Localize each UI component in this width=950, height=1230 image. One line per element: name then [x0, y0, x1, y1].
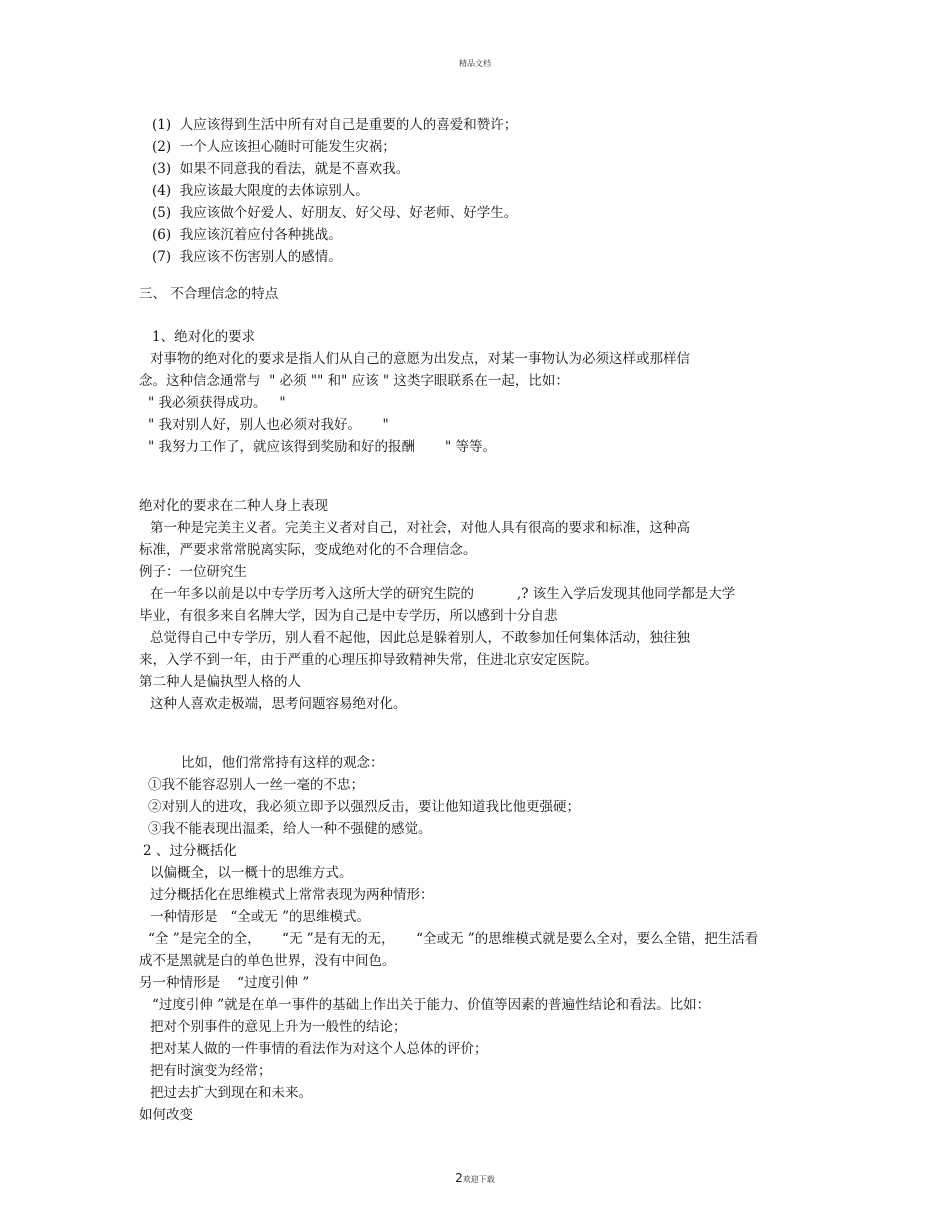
paragraph-line: 把对某人做的一件事情的看法作为对这个人总体的评价； [150, 1041, 488, 1057]
belief-item-6: (6) 我应该沉着应付各种挑战。 [152, 227, 342, 243]
quote-line: " 我努力工作了，就应该得到奖励和好的报酬 " 等等。 [148, 439, 497, 455]
paragraph-line: 一种情形是 “全或无 ”的思维模式。 [150, 909, 370, 925]
paragraph-line: 来，入学不到一年，由于严重的心理压抑导致精神失常，住进北京安定医院。 [139, 652, 598, 668]
paragraph-line: “过度引伸 ”就是在单一事件的基础上作出关于能力、价值等因素的普遍性结论和看法。比如： [152, 997, 711, 1013]
paragraph-line: 念。这种信念通常与 " 必须 "" 和" 应该 " 这类字眼联系在一起，比如： [139, 373, 569, 389]
paragraph-line: 把对个别事件的意见上升为一般性的结论； [150, 1019, 407, 1035]
paragraph-line: “全 ”是完全的全， “无 ”是有无的无， “全或无 ”的思维模式就是要么全对，要么全错，把生活看 [148, 931, 759, 947]
belief-item-4: (4) 我应该最大限度的去体谅别人。 [152, 183, 369, 199]
paragraph-line: 以偏概全，以一概十的思维方式。 [150, 865, 353, 881]
paragraph-line: 把过去扩大到现在和未来。 [150, 1085, 312, 1101]
footer-text: 欢迎下载 [462, 1175, 495, 1184]
example-heading: 例子：一位研究生 [139, 564, 247, 580]
quote-line: " 我必须获得成功。 " [148, 395, 286, 411]
belief-item-2: (2) 一个人应该担心随时可能发生灾祸； [152, 139, 396, 155]
subheading-overgeneralization: 2 、过分概括化 [143, 843, 237, 859]
paragraph-line: 成不是黑就是白的单色世界，没有中间色。 [139, 953, 396, 969]
paragraph-line: 第一种是完美主义者。完美主义者对自己，对社会，对他人具有很高的要求和标准，这种高 [150, 520, 690, 536]
page-header: 精品文档 [459, 59, 491, 68]
paragraph-heading: 绝对化的要求在二种人身上表现 [139, 498, 328, 514]
quote-line: " 我对别人好，别人也必须对我好。 " [148, 417, 389, 433]
belief-item-3: (3) 如果不同意我的看法，就是不喜欢我。 [152, 161, 410, 177]
paragraph-line: 另一种情形是 “过度引伸 ” [139, 975, 310, 991]
belief-item-5: (5) 我应该做个好爱人、好朋友、好父母、好老师、好学生。 [152, 205, 518, 221]
paragraph-line: 毕业，有很多来自名牌大学，因为自己是中专学历，所以感到十分自悲 [139, 608, 558, 624]
page-footer [0, 1167, 950, 1186]
page-number: 2 [455, 1171, 463, 1185]
closing-heading: 如何改变 [139, 1107, 193, 1123]
circled-item-3: ③我不能表现出温柔，给人一种不强健的感觉。 [148, 821, 432, 837]
paragraph-line: 过分概括化在思维模式上常常表现为两种情形： [150, 887, 434, 903]
paragraph-line: 对事物的绝对化的要求是指人们从自己的意愿为出发点，对某一事物认为必须这样或那样信 [150, 351, 690, 367]
paragraph-line: 标准，严要求常常脱离实际，变成绝对化的不合理信念。 [139, 542, 477, 558]
paragraph-line: 这种人喜欢走极端，思考问题容易绝对化。 [150, 696, 407, 712]
circled-item-2: ②对别人的进攻，我必须立即予以强烈反击，要让他知道我比他更强硬； [148, 799, 580, 815]
belief-item-7: (7) 我应该不伤害别人的感情。 [152, 249, 342, 265]
paragraph-line: 总觉得自己中专学历，别人看不起他，因此总是躲着别人，不敢参加任何集体活动，独往独 [150, 630, 690, 646]
section-heading: 三、 不合理信念的特点 [139, 286, 279, 302]
paragraph-line: 在一年多以前是以中专学历考入这所大学的研究生院的 ,? 该生入学后发现其他同学都是大学 [150, 586, 736, 602]
paragraph-line: 比如，他们常常持有这样的观念： [181, 755, 384, 771]
paragraph-heading: 第二种人是偏执型人格的人 [139, 674, 301, 690]
paragraph-line: 把有时演变为经常； [150, 1063, 272, 1079]
subheading-absolute: 1、绝对化的要求 [152, 329, 256, 345]
belief-item-1: (1) 人应该得到生活中所有对自己是重要的人的喜爱和赞许； [152, 117, 518, 133]
circled-item-1: ①我不能容忍别人一丝一毫的不忠； [148, 777, 364, 793]
